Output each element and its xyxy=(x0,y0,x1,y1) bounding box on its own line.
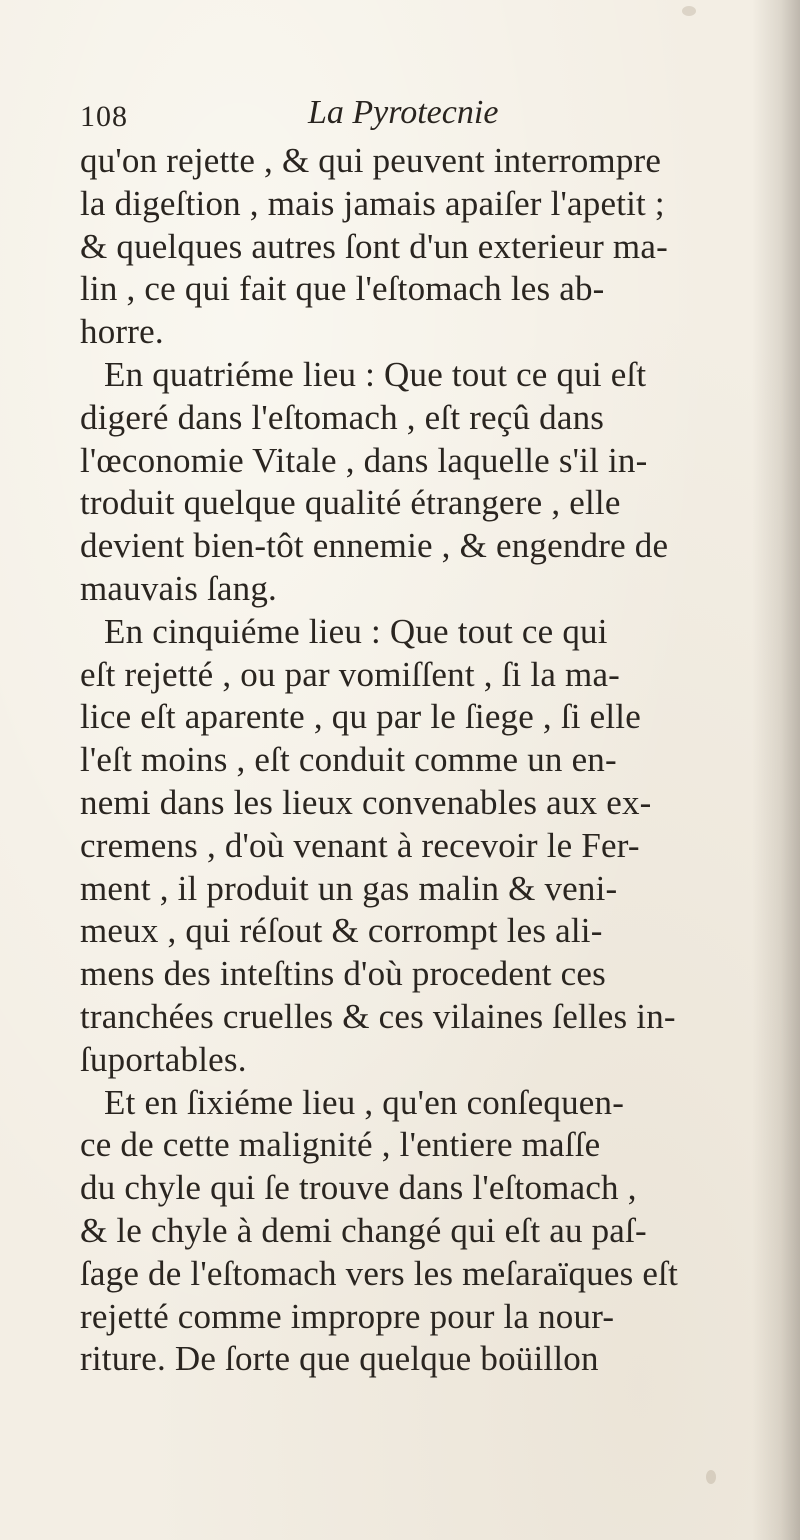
text-line: digeré dans l'eſtomach , eſt reçû dans xyxy=(80,397,605,437)
text-line: & le chyle à demi changé qui eſt au paſ- xyxy=(80,1210,647,1250)
paper-stain xyxy=(682,6,696,16)
text-line: du chyle qui ſe trouve dans l'eſtomach , xyxy=(80,1168,637,1208)
text-line: horre. xyxy=(80,312,164,352)
page-number: 108 xyxy=(80,100,128,133)
text-line: la digeſtion , mais jamais apaiſer l'apetit ; xyxy=(80,183,665,223)
text-line: nemi dans les lieux convenables aux ex- xyxy=(80,782,652,822)
text-line: tranchées cruelles & ces vilaines ſelles in- xyxy=(80,996,676,1036)
text-line: qu'on rejette , & qui peuvent interrompre xyxy=(80,141,662,180)
text-line: lin , ce qui fait que l'eſtomach les ab- xyxy=(80,269,605,309)
text-line: & quelques autres ſont d'un exterieur ma- xyxy=(80,226,668,266)
text-line: eſt rejetté , ou par vomiſſent , ſi la ma- xyxy=(80,654,621,694)
text-line: ſuportables. xyxy=(80,1039,247,1079)
text-line: troduit quelque qualité étrangere , elle xyxy=(80,483,621,523)
text-line: En quatriéme lieu : Que tout ce qui eſt xyxy=(104,354,647,394)
paper-stain xyxy=(706,1470,716,1484)
text-line: lice eſt aparente , qu par le ſiege , ſi elle xyxy=(80,697,641,737)
text-line: Et en ſixiéme lieu , qu'en conſequen- xyxy=(104,1082,625,1122)
text-line: rejetté comme impropre pour la nour- xyxy=(80,1296,615,1336)
text-line: l'œconomie Vitale , dans laquelle s'il in- xyxy=(80,440,648,480)
text-line: meux , qui réſout & corrompt les ali- xyxy=(80,911,603,951)
text-line: En cinquiéme lieu : Que tout ce qui xyxy=(104,611,608,651)
text-line: ment , il produit un gas malin & veni- xyxy=(80,868,618,908)
text-line: mens des inteſtins d'où procedent ces xyxy=(80,954,606,994)
text-line: mauvais ſang. xyxy=(80,568,277,608)
text-line: ce de cette malignité , l'entiere maſſe xyxy=(80,1125,601,1165)
text-line: l'eſt moins , eſt conduit comme un en- xyxy=(80,740,617,780)
text-line: riture. De ſorte que quelque boüillon xyxy=(80,1339,599,1379)
running-title: La Pyrotecnie xyxy=(308,94,499,131)
text-line: ſage de l'eſtomach vers les meſaraïques eſt xyxy=(80,1253,678,1293)
body-text xyxy=(80,140,780,1381)
page-header xyxy=(80,92,720,142)
text-line: devient bien-tôt ennemie , & engendre de xyxy=(80,526,669,566)
text-line: cremens , d'où venant à recevoir le Fer- xyxy=(80,825,640,865)
